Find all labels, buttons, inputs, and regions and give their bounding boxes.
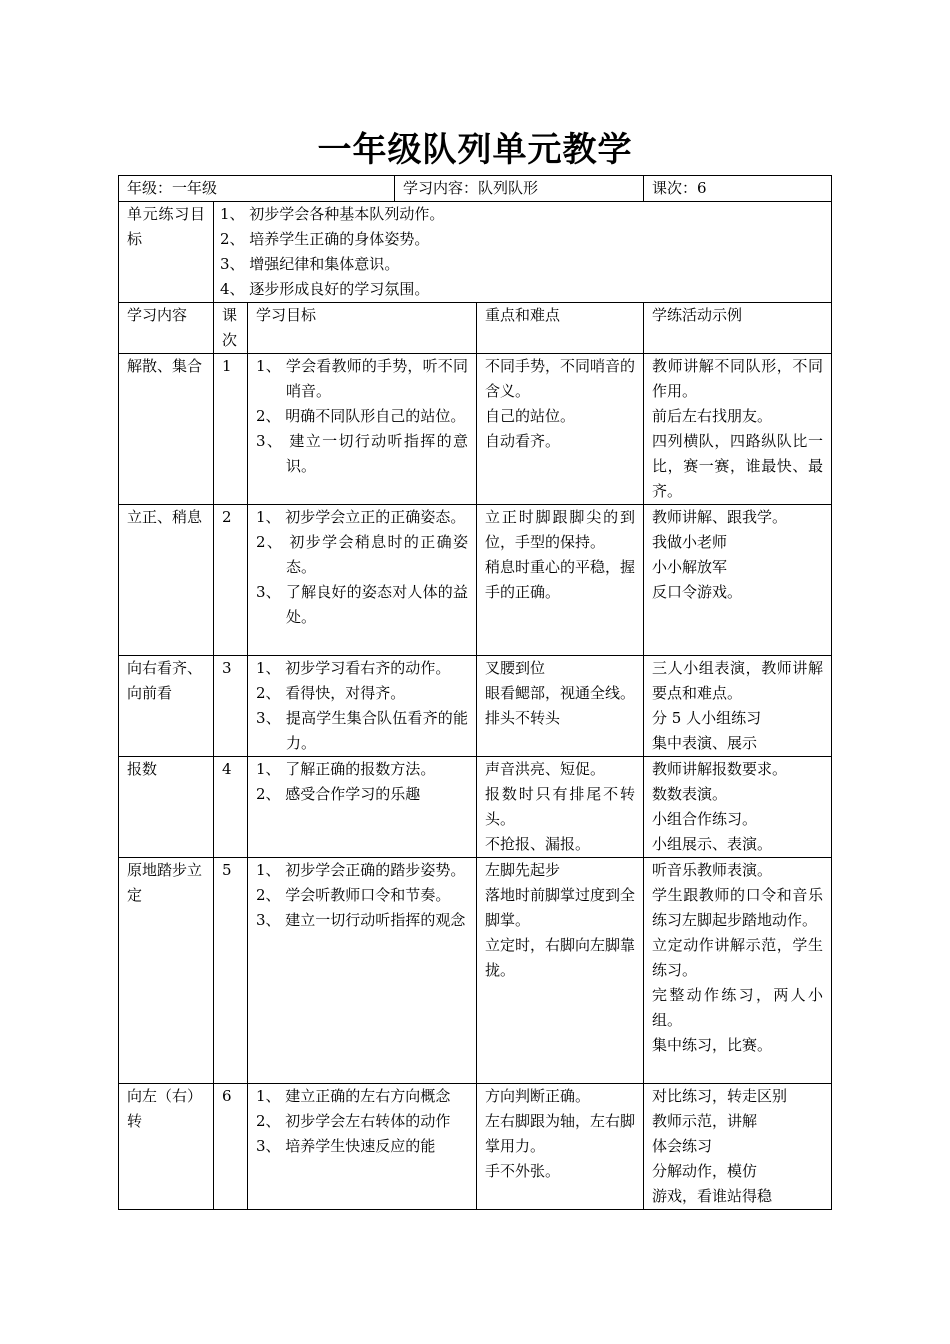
unit-goals-cell	[214, 202, 832, 303]
row-lesson-cell: 5	[214, 858, 248, 1084]
row-activities-cell	[644, 656, 832, 757]
goal-item: 2、 学会听教师口令和节奏。	[256, 886, 451, 904]
activity-item: 教师讲解不同队形，不同作用。	[652, 357, 823, 400]
row-lesson-cell: 4	[214, 757, 248, 858]
row-goals-cell	[248, 505, 477, 656]
key-item: 稍息时重心的平稳，握手的正确。	[485, 558, 636, 601]
activity-item: 教师示范，讲解	[652, 1112, 758, 1130]
activity-item: 立定动作讲解示范，学生练习。	[652, 936, 823, 979]
row-content-cell: 立正、稍息	[119, 505, 214, 656]
row-lesson-cell: 1	[214, 354, 248, 505]
activity-item: 集中练习，比赛。	[652, 1036, 773, 1054]
goal-item: 2、 感受合作学习的乐趣	[256, 785, 421, 803]
activity-item: 分 5 人小组练习	[652, 709, 762, 727]
row-keys-cell	[477, 858, 644, 1084]
row-lesson-cell: 2	[214, 505, 248, 656]
row-keys-cell	[477, 656, 644, 757]
activity-item: 小组展示、表演。	[652, 835, 773, 853]
row-goals-cell	[248, 1084, 477, 1210]
row-keys-cell	[477, 505, 644, 656]
activity-item: 完整动作练习，两人小组。	[652, 986, 823, 1029]
row-content-cell: 解散、集合	[119, 354, 214, 505]
col-header-goals: 学习目标	[248, 303, 477, 354]
row-activities-cell	[644, 354, 832, 505]
key-item: 方向判断正确。	[485, 1087, 591, 1105]
row-lesson-cell: 3	[214, 656, 248, 757]
goal-item: 3、 提高学生集合队伍看齐的能力。	[256, 709, 468, 752]
activity-item: 集中表演、展示	[652, 734, 758, 752]
col-header-content: 学习内容	[119, 303, 214, 354]
goal-item: 2、 看得快，对得齐。	[256, 684, 406, 702]
key-item: 报数时只有排尾不转头。	[485, 785, 635, 828]
lesson-plan-table	[118, 175, 832, 1210]
content-cell: 学习内容：队列队形	[395, 176, 644, 202]
activity-item: 游戏，看谁站得稳	[652, 1187, 773, 1205]
activity-item: 小组合作练习。	[652, 810, 758, 828]
goal-item: 1、 建立正确的左右方向概念	[256, 1087, 451, 1105]
unit-goal: 4、 逐步形成良好的学习氛围。	[220, 280, 430, 298]
row-goals-cell	[248, 656, 477, 757]
unit-goal: 1、 初步学会各种基本队列动作。	[220, 205, 445, 223]
row-goals-cell	[248, 354, 477, 505]
key-item: 自己的站位。	[485, 407, 576, 425]
activity-item: 四列横队，四路纵队比一比，赛一赛，谁最快、最齐。	[652, 432, 823, 500]
row-content-cell: 原地踏步立定	[119, 858, 214, 1084]
key-item: 叉腰到位	[485, 659, 546, 677]
row-goals-cell	[248, 858, 477, 1084]
activity-item: 教师讲解报数要求。	[652, 760, 788, 778]
key-item: 排头不转头	[485, 709, 561, 727]
activity-item: 教师讲解、跟我学。	[652, 508, 788, 526]
activity-item: 听音乐教师表演。	[652, 861, 773, 879]
activity-item: 前后左右找朋友。	[652, 407, 773, 425]
table-row	[119, 656, 832, 757]
col-header-lesson: 课次	[214, 303, 248, 354]
activity-item: 三人小组表演，教师讲解要点和难点。	[652, 659, 823, 702]
row-activities-cell	[644, 505, 832, 656]
goal-item: 2、 明确不同队形自己的站位。	[256, 407, 466, 425]
goal-item: 1、 初步学会正确的踏步姿势。	[256, 861, 466, 879]
key-item: 落地时前脚掌过度到全脚掌。	[485, 886, 636, 929]
goal-item: 1、 学会看教师的手势，听不同哨音。	[256, 357, 468, 400]
table-row	[119, 1084, 832, 1210]
row-content-cell: 向左（右）转	[119, 1084, 214, 1210]
grade-cell: 年级：一年级	[119, 176, 395, 202]
header-row	[119, 176, 832, 202]
row-activities-cell	[644, 1084, 832, 1210]
unit-goals-row	[119, 202, 832, 303]
goal-item: 2、 初步学会左右转体的动作	[256, 1112, 451, 1130]
goal-item: 1、 了解正确的报数方法。	[256, 760, 436, 778]
key-item: 手不外张。	[485, 1162, 561, 1180]
key-item: 不抢报、漏报。	[485, 835, 591, 853]
page-title: 一年级队列单元教学	[317, 130, 633, 170]
goal-item: 3、 建立一切行动听指挥的意识。	[256, 432, 468, 475]
key-item: 自动看齐。	[485, 432, 561, 450]
key-item: 眼看鳃部，视通全线。	[485, 684, 636, 702]
goal-item: 2、 初步学会稍息时的正确姿态。	[256, 533, 468, 576]
unit-goal: 3、 增强纪律和集体意识。	[220, 255, 400, 273]
goal-item: 3、 培养学生快速反应的能	[256, 1137, 436, 1155]
unit-goal: 2、 培养学生正确的身体姿势。	[220, 230, 430, 248]
key-item: 不同手势，不同哨音的含义。	[485, 357, 636, 400]
activity-item: 我做小老师	[652, 533, 728, 551]
key-item: 立正时脚跟脚尖的到位，手型的保持。	[485, 508, 635, 551]
row-keys-cell	[477, 757, 644, 858]
goal-item: 3、 了解良好的姿态对人体的益处。	[256, 583, 468, 626]
key-item: 左右脚跟为轴，左右脚掌用力。	[485, 1112, 636, 1155]
unit-goals-label: 单元练习目标	[119, 202, 214, 303]
activity-item: 分解动作，模仿	[652, 1162, 758, 1180]
row-goals-cell	[248, 757, 477, 858]
goal-item: 1、 初步学会立正的正确姿态。	[256, 508, 466, 526]
row-activities-cell	[644, 757, 832, 858]
table-row	[119, 505, 832, 656]
activity-item: 学生跟教师的口令和音乐练习左脚起步踏地动作。	[652, 886, 823, 929]
activity-item: 体会练习	[652, 1137, 713, 1155]
key-item: 立定时，右脚向左脚靠拢。	[485, 936, 636, 979]
key-item: 左脚先起步	[485, 861, 561, 879]
goal-item: 1、 初步学习看右齐的动作。	[256, 659, 451, 677]
table-row	[119, 757, 832, 858]
column-header-row	[119, 303, 832, 354]
activity-item: 数数表演。	[652, 785, 728, 803]
row-keys-cell	[477, 354, 644, 505]
row-activities-cell	[644, 858, 832, 1084]
lessons-cell: 课次：6	[644, 176, 832, 202]
table-row	[119, 354, 832, 505]
key-item: 声音洪亮、短促。	[485, 760, 606, 778]
row-content-cell: 向右看齐、向前看	[119, 656, 214, 757]
activity-item: 反口令游戏。	[652, 583, 743, 601]
col-header-activities: 学练活动示例	[644, 303, 832, 354]
activity-item: 对比练习，转走区别	[652, 1087, 788, 1105]
goal-item: 3、 建立一切行动听指挥的观念	[256, 911, 466, 929]
activity-item: 小小解放军	[652, 558, 728, 576]
col-header-keys: 重点和难点	[477, 303, 644, 354]
row-keys-cell	[477, 1084, 644, 1210]
row-lesson-cell: 6	[214, 1084, 248, 1210]
row-content-cell: 报数	[119, 757, 214, 858]
table-row	[119, 858, 832, 1084]
